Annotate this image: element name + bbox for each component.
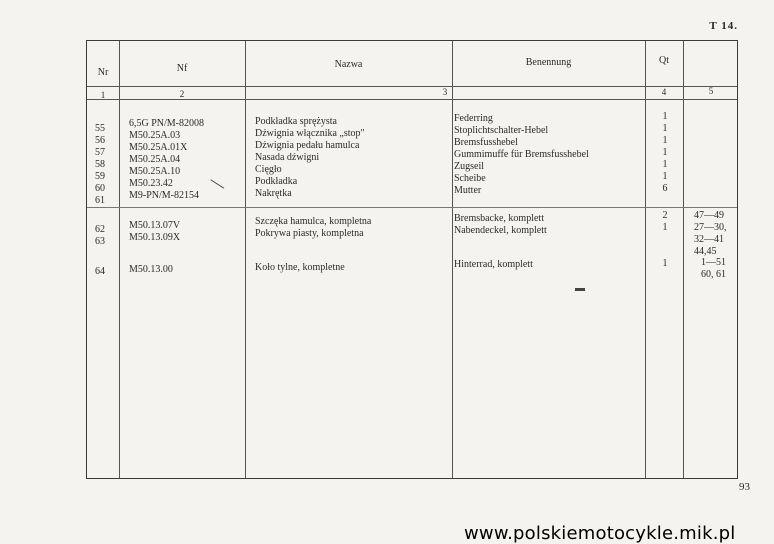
column-number: 2 <box>179 89 185 99</box>
header-benennung: Benennung <box>525 57 572 68</box>
column-number: 1 <box>100 90 106 100</box>
nazwa-column: Szczęka hamulca, kompletna Pokrywa piasty, kompletna <box>255 216 372 239</box>
benennung-column: Federring Stoplichtschalter-Hebel Bremsfusshebel Gummimuffe für Bremsfusshebel Zugseil Scheibe Mutter <box>454 113 589 196</box>
nr-column: 55 56 57 58 59 60 61 <box>95 123 105 206</box>
header-nr: Nr <box>97 67 109 78</box>
row-divider <box>87 99 737 100</box>
nf-column: M50.13.07V M50.13.09X <box>129 220 181 243</box>
nf-cell: M50.13.00 <box>129 264 173 275</box>
page-mark: T 14. <box>709 20 738 32</box>
nr-cell: 64 <box>95 266 105 277</box>
header-qt: Qt <box>659 55 669 66</box>
header-nf: Nf <box>176 63 188 74</box>
column-number: 5 <box>708 86 714 96</box>
column-number: 3 <box>442 87 448 97</box>
qt-column: 1 1 1 1 1 1 6 <box>662 111 668 194</box>
nazwa-cell: Koło tylne, kompletne <box>255 262 345 273</box>
qt-cell: 1 <box>662 258 668 269</box>
col-divider <box>245 41 246 478</box>
col-divider <box>683 41 684 478</box>
reference-cell: 1—51 60, 61 <box>701 257 726 280</box>
row-divider <box>87 207 737 208</box>
header-nazwa: Nazwa <box>334 59 363 70</box>
footer-url[interactable]: www.polskiemotocykle.mik.pl <box>464 523 736 544</box>
reference-column: 47—49 27—30, 32—41 44,45 <box>694 210 727 257</box>
page-number: 93 <box>739 481 750 493</box>
benennung-column: Bremsbacke, komplett Nabendeckel, komplett <box>454 213 547 236</box>
column-number: 4 <box>661 87 667 97</box>
col-divider <box>645 41 646 478</box>
scan-speck: ▬ <box>575 283 585 294</box>
pen-mark: ╲ <box>210 176 224 192</box>
nr-column: 62 63 <box>95 224 105 247</box>
col-divider <box>452 41 453 478</box>
benennung-cell: Hinterrad, komplett <box>454 259 533 270</box>
nf-column: 6,5G PN/M-82008 M50.25A.03 M50.25A.01X M50.25A.04 M50.25A.10 M50.23.42 M9-PN/M-82154 <box>129 118 205 201</box>
nazwa-column: Podkładka sprężysta Dźwignia włącznika „stop" Dźwignia pedału hamulca Nasada dźwigni Cięgło Podkładka Nakrętka <box>255 116 365 199</box>
col-divider <box>119 41 120 478</box>
qt-column: 2 1 <box>662 210 668 233</box>
parts-table <box>86 40 738 479</box>
